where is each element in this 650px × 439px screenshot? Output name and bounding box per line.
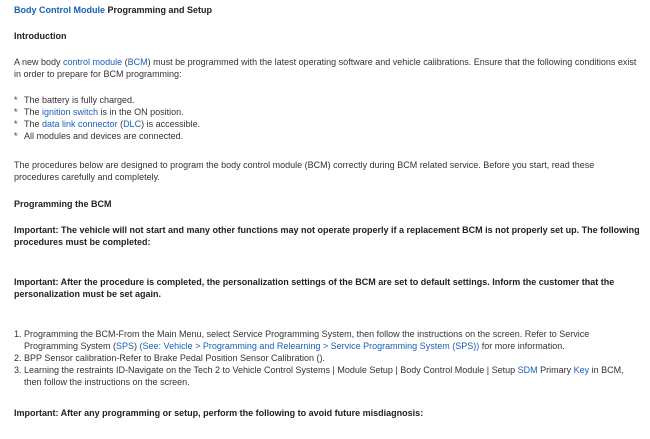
step-text: for more information. [479,341,565,351]
sdm-link[interactable]: SDM [517,365,538,375]
conditions-list [14,94,640,142]
bullet-icon: * [14,95,18,105]
step-text: ) [134,341,140,351]
list-item [14,352,640,364]
step-text: in BCM, then follow the instructions on the screen. [24,365,624,387]
step-text: 1. Programming the BCM-From the Main Menu, select Service Programming System, then follow the instructions on the screen. Refer to Service Programming System ( [14,329,590,351]
condition-text: is in the ON position. [98,107,184,117]
list-item [14,364,640,388]
list-item [14,94,640,106]
bullet-icon: * [14,107,18,117]
important-note-1: Important: The vehicle will not start and many other functions may not operate properly if a replacement BCM is not properly set up. The following procedures must be completed: [14,225,640,247]
programming-steps [14,328,640,388]
condition-text: ) is accessible. [141,119,201,129]
bcm-link[interactable]: BCM [127,57,148,67]
programming-heading: Programming the BCM [14,199,112,209]
condition-text: The [24,107,43,117]
condition-text: The [24,119,43,129]
sps-reference-link[interactable]: (See: Vehicle > Programming and Relearning > Service Programming System (SPS)) [139,341,480,351]
condition-modules: All modules and devices are connected. [24,131,184,141]
introduction-heading: Introduction [14,31,67,41]
body-control-module-link[interactable]: Body Control Module [14,5,105,15]
important-note-3: Important: After any programming or setup, perform the following to avoid future misdiagnosis: [14,408,424,418]
data-link-connector-link[interactable]: data link connector [42,119,118,129]
list-item [14,118,640,130]
condition-battery: The battery is fully charged. [24,95,135,105]
key-link[interactable]: Key [573,365,590,375]
page-title [14,4,640,16]
step-text: 2. BPP Sensor calibration-Refer to Brake Pedal Position Sensor Calibration (). [14,353,325,363]
dlc-link[interactable]: DLC [123,119,142,129]
control-module-link[interactable]: control module [63,57,123,67]
sps-link[interactable]: SPS [116,341,135,351]
intro-text-3: ) must be programmed with the latest operating software and vehicle calibrations. Ensure that the following conditions exist in order to prepare for BCM programming: [14,57,637,79]
bullet-icon: * [14,119,18,129]
procedures-paragraph: The procedures below are designed to program the body control module (BCM) correctly during BCM related service. Before you start, read these procedures carefully and completely. [14,160,595,182]
condition-text: ( [117,119,124,129]
intro-text-2: ( [122,57,128,67]
ignition-switch-link[interactable]: ignition switch [42,107,99,117]
step-text: 3. Learning the restraints ID-Navigate on the Tech 2 to Vehicle Control Systems | Module Setup | Body Control Module | Setup [14,365,518,375]
step-text: Primary [537,365,574,375]
bullet-icon: * [14,131,18,141]
intro-text-1: A new body [14,57,64,67]
list-item [14,328,640,352]
list-item [14,106,640,118]
important-note-2: Important: After the procedure is completed, the personalization settings of the BCM are set to default settings. Inform the customer that the personalization must be set again. [14,277,615,299]
list-item [14,130,640,142]
page-title-rest: Programming and Setup [105,5,213,15]
introduction-paragraph [14,56,640,80]
